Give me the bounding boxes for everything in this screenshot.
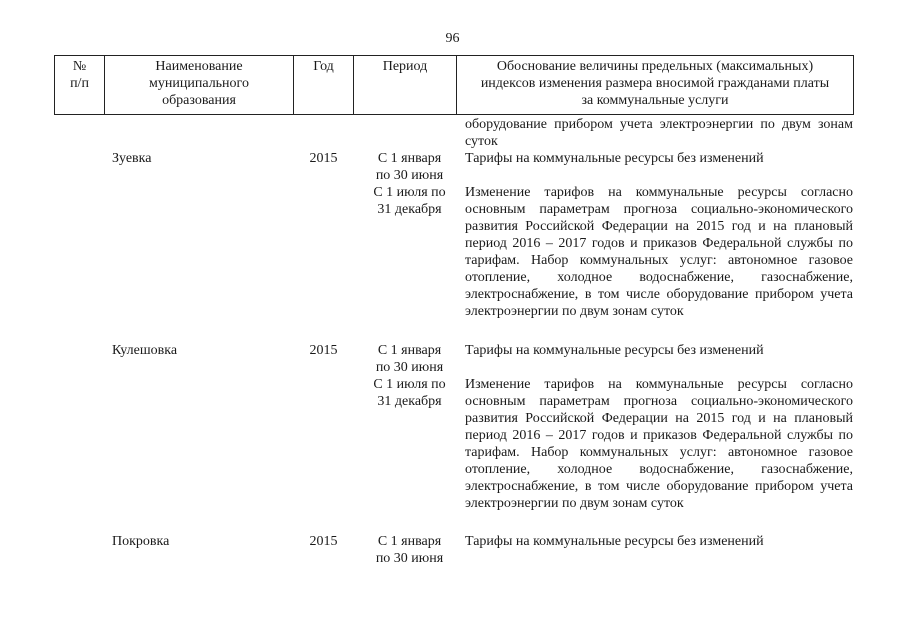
- period-cell: С 1 июля по 31 декабря: [373, 377, 446, 409]
- page-number: 96: [445, 31, 460, 46]
- header-year-column: Год: [294, 56, 354, 115]
- municipality-name: Зуевка: [112, 151, 152, 166]
- municipality-name: Кулешовка: [112, 343, 178, 358]
- justification-cell: Изменение тарифов на коммунальные ресурсы согласно основным параметрам прогноза социально-экономического развития Российской Федерации на 2015 год и на плановый период 2016 – 2017 годов и приказов Федеральной службы по тарифам. Набор коммунальных услуг: автономное газовое отопление, холодное водоснабжение, газоснабжение, электроснабжение, в том числе оборудование прибором учета электроэнергии по двум зонам суток: [465, 185, 853, 319]
- period-cell: С 1 июля по 31 декабря: [373, 185, 446, 217]
- municipality-name: Покровка: [112, 534, 170, 549]
- table-header: [54, 55, 854, 115]
- period-cell: С 1 января по 30 июня: [375, 343, 444, 375]
- header-municipality-column: Наименование муниципального образования: [105, 56, 294, 115]
- justification-cell: Изменение тарифов на коммунальные ресурсы согласно основным параметрам прогноза социально-экономического развития Российской Федерации на 2015 год и на плановый период 2016 – 2017 годов и приказов Федеральной службы по тарифам. Набор коммунальных услуг: автономное газовое отопление, холодное водоснабжение, газоснабжение, электроснабжение, в том числе оборудование прибором учета электроэнергии по двум зонам суток: [465, 377, 853, 511]
- header-period-column: Период: [354, 56, 457, 115]
- justification-cell: Тарифы на коммунальные ресурсы без изменений: [465, 534, 764, 549]
- continuation-text: оборудование прибором учета электроэнергии по двум зонам суток: [465, 117, 853, 149]
- year-cell: 2015: [309, 534, 338, 549]
- justification-cell: Тарифы на коммунальные ресурсы без изменений: [465, 151, 764, 166]
- justification-cell: Тарифы на коммунальные ресурсы без изменений: [465, 343, 764, 358]
- period-cell: С 1 января по 30 июня: [375, 534, 444, 566]
- header-justification-column: Обоснование величины предельных (максимальных) индексов изменения размера вносимой гражданами платы за коммунальные услуги: [457, 56, 854, 115]
- year-cell: 2015: [309, 343, 338, 358]
- header-number-column: № п/п: [55, 56, 105, 115]
- year-cell: 2015: [309, 151, 338, 166]
- period-cell: С 1 января по 30 июня: [375, 151, 444, 183]
